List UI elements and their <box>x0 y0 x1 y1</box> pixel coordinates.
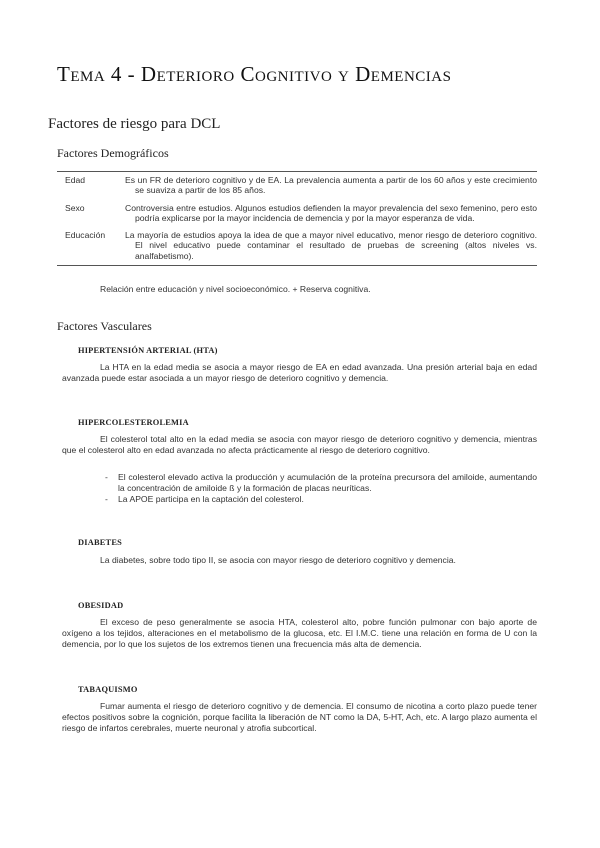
tabaquismo-heading: TABAQUISMO <box>78 685 138 694</box>
row-value-sexo: Controversia entre estudios. Algunos estudios defienden la mayor prevalencia del sexo femenino, pero esto podría explicarse por la mayor incidencia de demencia y por la mayor esperanza de vida. <box>125 202 537 223</box>
vascular-factors-heading: Factores Vasculares <box>57 319 152 333</box>
demographic-factors-table <box>57 171 537 266</box>
section-title: Factores de riesgo para DCL <box>48 116 221 132</box>
hipercolesterolemia-heading: HIPERCOLESTEROLEMIA <box>78 418 189 427</box>
hta-paragraph: La HTA en la edad media se asocia a mayor riesgo de EA en edad avanzada. Una presión arterial baja en edad avanzada puede estar asociada a un mayor riesgo de deterioro cognitivo y demencia. <box>62 362 537 383</box>
list-item: - El colesterol elevado activa la producción y acumulación de la proteína precursora del amiloide, aumentando la concentración de amiloide ß y la formación de placas neuríticas. <box>100 472 537 494</box>
row-value-edad: Es un FR de deterioro cognitivo y de EA. La prevalencia aumenta a partir de los 60 años y este crecimiento se suaviza a partir de los 85 años. <box>125 175 537 196</box>
hipercolesterolemia-paragraph: El colesterol total alto en la edad media se asocia con mayor riesgo de deterioro cognitivo y demencia, mientras que el colesterol alto en edad avanzada no afecta prácticamente al riesgo de deterioro cognitivo. <box>62 434 537 455</box>
diabetes-heading: DIABETES <box>78 538 122 547</box>
page-title: Tema 4 - Deterioro Cognitivo y Demencias <box>57 62 452 86</box>
hipercolesterolemia-list <box>100 472 537 505</box>
row-value-educacion: La mayoría de estudios apoya la idea de que a mayor nivel educativo, menor riesgo de deterioro cognitivo. El nivel educativo puede contaminar el resultado de pruebas de screening (altos niveles vs. analfabetismo). <box>125 230 537 261</box>
row-key-sexo: Sexo <box>65 202 85 213</box>
row-key-educacion: Educación <box>57 227 125 265</box>
tabaquismo-paragraph: Fumar aumenta el riesgo de deterioro cognitivo y de demencia. El consumo de nicotina a corto plazo puede tener efectos positivos sobre la cognición, porque facilita la liberación de NT como la DA, 5-HT, Ach, etc. A largo plazo aumenta el riesgo de infartos cerebrales, muerte neuronal y atrofia subcortical. <box>62 701 537 733</box>
table-row <box>57 227 537 265</box>
education-note: Relación entre educación y nivel socioeconómico. + Reserva cognitiva. <box>100 284 371 294</box>
list-item: - La APOE participa en la captación del colesterol. <box>100 494 537 505</box>
hta-heading: HIPERTENSIÓN ARTERIAL (HTA) <box>78 346 218 355</box>
obesidad-paragraph: El exceso de peso generalmente se asocia HTA, colesterol alto, pobre función pulmonar con bajo aporte de oxígeno a los tejidos, alteraciones en el metabolismo de la glucosa, etc. El I.M.C. tiene una relación en forma de U con la demencia, por lo que los sujetos de los extremos tienen una frecuencia más alta de demencia. <box>62 617 537 649</box>
table-row <box>57 172 537 200</box>
row-key-edad: Edad <box>57 172 125 200</box>
obesidad-heading: OBESIDAD <box>78 601 124 610</box>
table-row <box>57 200 537 228</box>
diabetes-paragraph: La diabetes, sobre todo tipo II, se asocia con mayor riesgo de deterioro cognitivo y demencia. <box>100 555 456 565</box>
demographic-factors-heading: Factores Demográficos <box>57 146 169 160</box>
